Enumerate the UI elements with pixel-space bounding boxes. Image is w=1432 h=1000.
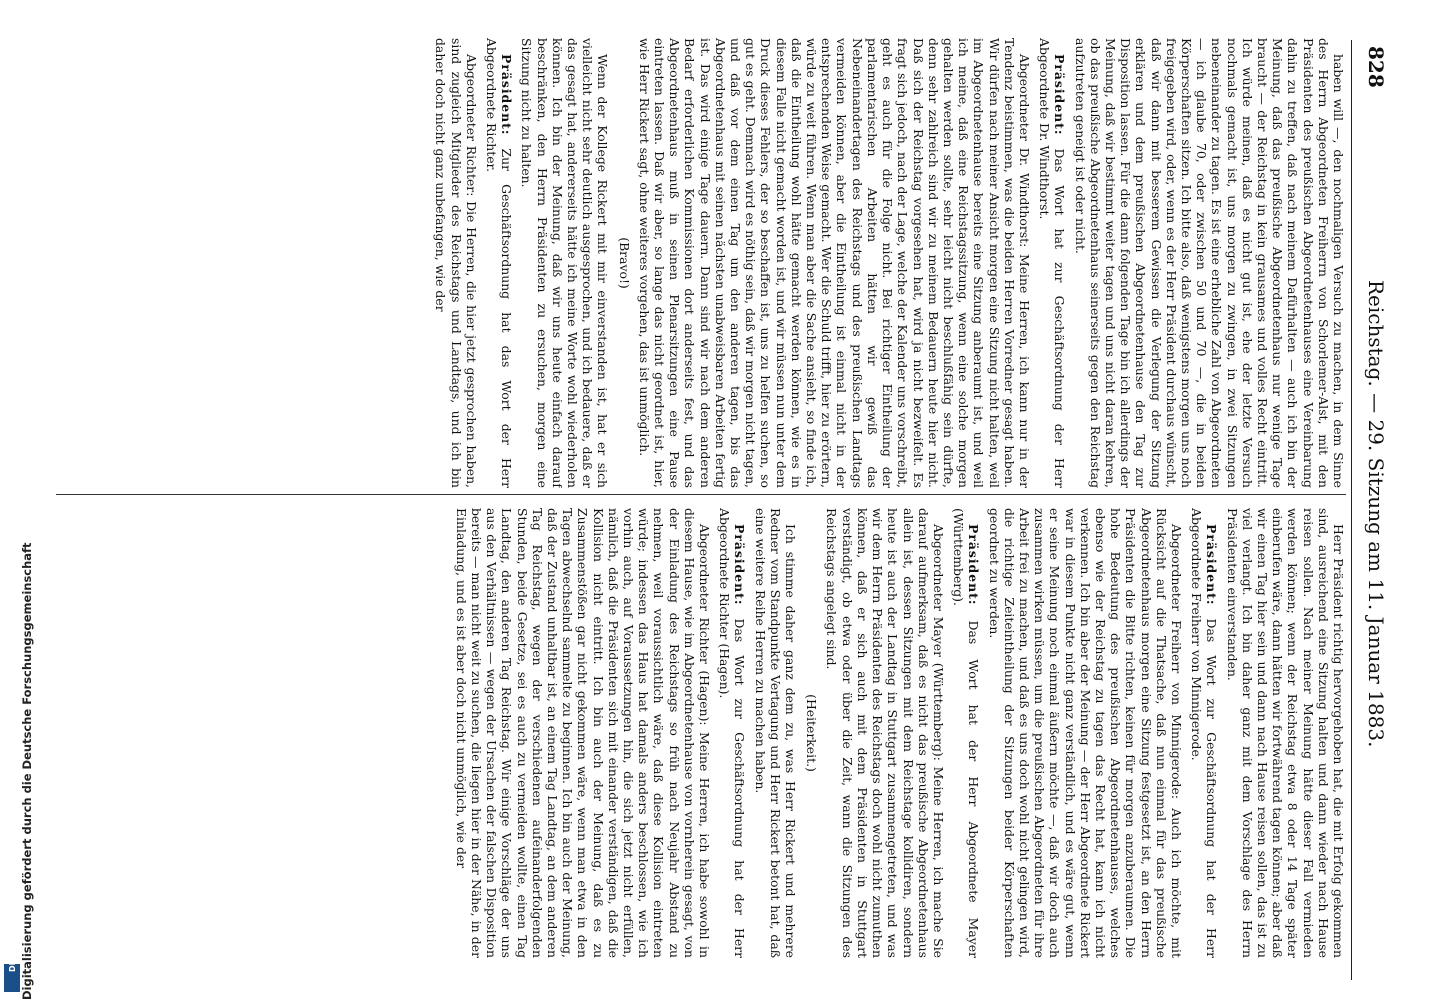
paragraph-text: haben will —, den nochmaligen Versuch zu machen, in dem Sinne des Herrn Abgeordneten Freiherrn von Schorlemer-Alst, mit den Präsidenten des preußischen Abgeordnetenhauses eine Vereinbarung dahin zu treffen, daß nach meinem Dafürhalten — auch ich bin der Meinung, daß das preußische Abgeordnetenhaus nur wenige Tage braucht — der Reichstag in kein grausames und volles Recht eintritt. Ich würde meinen, daß es nicht gut ist, ehe der letzte Versuch nochmals gemacht ist, uns morgen zu zwingen, in zwei Sitzungen nebeneinander zu tagen. Es ist eine erhebliche Zahl von Abgeordneten — ich glaube 70, oder zwischen 50 und 70 —, die in beiden Körperschaften sitzen. Ich bitte also, daß wenigstens morgen uns noch freigegeben wird, oder, wenn es der Herr Präsident durchaus wünscht, daß wir dann mit besserem Gewissen die Verlegung der Sitzung erklären und dem preußischen Abgeordnetenhause den Tag zur Disposition lassen. Für die dann folgenden Tage bin ich allerdings der Meinung, daß wir bestimmt weiter tagen und uns nicht daran kehren, ob das preußische Abgeordnetenhaus seinerseits gegen den Reichstag aufzutreten geneigt ist oder nicht.: [1072, 38, 1346, 488]
paragraph: [433, 38, 479, 488]
dfg-logo-text: DFG: [8, 953, 17, 972]
speaker-label: Präsident:: [966, 524, 982, 606]
paragraph-text: Das Wort hat der Herr Abgeordnete Mayer (Württemberg).: [951, 508, 982, 958]
paragraph-text: Herr Präsident richtig hervorgehoben hat, die mit Erfolg gekommen sind, ausreichend eine Sitzung halten und dann wieder nach Hause reisen sollen. Nach meiner Meinung hätte dieser Fall vermieden werden können; wenn der Reichstag etwa 8 oder 14 Tage später einberufen wäre, dann hätten wir fortwährend tagen können; aber daß wir einen Tag hier sein und dann nach Hause reisen sollen, das ist zu viel verlangt. Ich bin daher ganz mit dem Vorschlage des Herrn Präsidenten einverstanden.: [1224, 508, 1346, 958]
page-header: [1351, 40, 1392, 980]
running-title: Reichstag. — 29. Sitzung am 11. Januar 1883.: [1364, 280, 1388, 748]
right-column: [46, 508, 1346, 958]
paragraph-text: Abgeordneter Dr. Windthorst: Meine Herren, ich kann nur in der Tendenz beistimmen, was die beiden Herren Vorredner gesagt haben. Wir dürfen nach meiner Ansicht morgen eine Sitzung nicht halten, weil im Abgeordnetenhause bereits eine Sitzung anberaumt ist, und weil ich meine, daß eine Reichstagssitzung, wenn eine solche morgen gehalten werden sollte, sehr leicht nicht beschlußfähig sein dürfte, denn sehr zahlreich sind wir zu meinem Bedauern heute hier nicht. Daß sich der Reichstag vorgesehen hat, wird ja nicht bezweifelt. Es fragt sich jedoch, nach der Lage, welche der Kalender uns vorschreibt, geht es auch für die Folge nicht. Bei richtiger Eintheilung der parlamentarischen Arbeiten hätten wir gewiß das Nebeneinandertagen des Reichstags und des preußischen Landtags vermeiden können, aber die Eintheilung ist einmal nicht in der entsprechenden Weise gemacht. Wer die Schuld trifft, hier zu erörtern, würde zu weit führen. Wenn man aber die Sache ansieht, so finde ich, daß die Eintheilung wohl hätte gemacht werden können, wie es in diesem Falle nicht gemacht worden ist, und wir müssen nun unter dem Druck dieses Fehlers, der so beschaffen ist, uns zu helfen suchen, so gut es geht. Demnach wird es nöthig sein, daß wir morgen nicht tagen, und daß vor dem einen Tag um den anderen tagen, bis das Abgeordnetenhaus mit seinen nächsten unabweisbaren Arbeiten fertig ist. Das wird einige Tage dauern. Dann sind wir nach dem anderen Bedarf erforderlichen Kommissionen dort anderseits fest, und das Abgeordnetenhaus muß in seinen Plenarsitzungen eine Pause eintreten lassen. Daß wir aber, so lange das nicht geordnet ist, hier, wie Herr Rickert sagt, ohne weiteres vorgehen, das ist unmöglich.: [636, 38, 1032, 488]
left-column: [46, 38, 1346, 488]
page-number: 828: [1364, 46, 1388, 88]
speaker-label: Präsident:: [732, 524, 748, 606]
paragraph: [1224, 508, 1346, 958]
column-divider: [56, 494, 1346, 495]
paragraph-text: Wenn der Kollege Rickert mit mir einverstanden ist, hat er sich vielleicht nicht sehr deutlich ausgesprochen, und ich bedauere, daß er das gesagt hat, andererseits hätte ich meine Worte wohl wiederholen können. Ich bin der Meinung, daß wir uns heute einfach darauf beschränken, den Herrn Präsidenten zu ersuchen, morgen eine Sitzung nicht zu halten.: [519, 38, 611, 488]
paragraph-text: Das Wort zur Geschäftsordnung hat der Herr Abgeordnete Richter (Hagen).: [717, 508, 748, 958]
paragraph: [1072, 38, 1346, 488]
paragraph: [519, 38, 610, 488]
paragraph: [1037, 38, 1067, 488]
interjection: (Bravo!): [616, 237, 632, 289]
paragraph-text: Das Wort zur Geschäftsordnung hat der Herr Abgeordnete Freiherr von Minnigerode.: [1189, 508, 1220, 958]
paragraph: [824, 508, 946, 958]
paragraph-text: Ich stimme daher ganz dem zu, was Herr Rickert und mehrere Redner vom Standpunkte Vertagung und Herr Rickert betont hat, daß eine weitere Reihe Herren zu machen haben.: [752, 508, 799, 958]
paragraph: [484, 38, 514, 488]
paragraph: [637, 38, 1032, 488]
paragraph-text: Abgeordneter Mayer (Württemberg): Meine Herren, ich mache Sie darauf aufmerksam, daß es nicht das preußische Abgeordnetenhaus allein ist, dessen Sitzungen mit dem Reichstage kollidiren, sondern heute ist auch der Landtag in Stuttgart zusammengetreten, und was wir dem Herrn Präsidenten des Reichstags doch wohl nicht zumuthen können, daß er sich auch mit dem Präsidenten in Stuttgart verständigt, ob etwa oder über die Zeit, wann die Sitzungen des Reichstags angelegt sind.: [824, 508, 946, 958]
paragraph: [986, 508, 1184, 958]
paragraph-text: Das Wort hat zur Geschäftsordnung der Herr Abgeordnete Dr. Windthorst.: [1037, 38, 1068, 488]
paragraph-text: Abgeordneter Richter: Die Herren, die hier jetzt gesprochen haben, sind zugleich Mitglieder des Reichstags und Landtags, und ich bin daher doch nicht ganz unbefangen, wie der: [433, 38, 479, 488]
paragraph-text: Abgeordneter Richter (Hagen): Meine Herren, ich habe sowohl in diesem Hause, wie im Abgeordnetenhause von vornherein gesagt, von der Einladung des Reichstags so früh nach Neujahr Abstand zu nehmen, weil voraussichtlich wäre, daß diese Kollision eintreten würde; indessen das Haus hat damals anders beschlossen, wie ich vorhin auch, auf Voraussetzungen hin, die sich jetzt nicht erfüllen, nämlich, daß die Präsidenten sich mit einander verständigen, daß die Kollision nicht eintritt. Ich bin auch der Meinung, daß es zu Zusammenstößen gar nicht gekommen wäre, wenn man etwa in den Tagen abwechselnd sammelte zu beginnen. Ich bin auch der Meinung, daß der Zustand unhaltbar ist, an einem Tag Landtag, an dem anderen Tag Reichstag, wegen der verschiedenen aufeinanderfolgenden Stunden, beide Gesetze, sei es auch zu vermeiden wollte, einen Tag Landtag, den anderen Tag Reichstag. Wir einige Vorschläge der uns aus den Verhältnissen — wegen der Ursachen der falschen Disposition bereits — man nicht weit zu suchen, die liegen hier in der Nähe, in der Einladung, und es ist aber doch nicht unmöglich, wie der: [453, 508, 713, 958]
paragraph: [951, 508, 981, 958]
speaker-label: Präsident:: [499, 54, 515, 136]
paragraph-text: Abgeordneter Freiherr von Minnigerode: Auch ich möchte, mit Rücksicht auf die Thatsache, daß nun einmal für das preußische Abgeordnetenhaus morgen eine Sitzung festgesetzt ist, an den Herrn Präsidenten die Bitte richten, keinen für morgen anzuberaumen. Die hohe Bedeutung des preußischen Abgeordnetenhauses, welches ebenso wie der Reichstag zu tagen das Recht hat, kann ich nicht verkennen. Ich bin aber der Meinung — der Herr Abgeordnete Rickert war in diesem Punkte nicht ganz verständlich, und es wäre gut, wenn er seine Meinung noch einmal äußern möchte —, daß wir doch auch zusammen wirken müssen, um die preußischen Abgeordneten für ihre Arbeit frei zu machen, und daß es uns doch wohl nicht gelingen wird, die richtige Zeiteintheilung der Sitzungen beider Körperschaften geordnet zu werden.: [986, 508, 1184, 958]
paragraph: [1189, 508, 1219, 958]
paragraph: [454, 508, 712, 958]
speaker-label: Präsident:: [1204, 524, 1220, 606]
credit-text: Digitalisierung gefördert durch die Deutsche Forschungsgemeinschaft: [20, 542, 34, 1000]
paragraph-text: Zur Geschäftsordnung hat das Wort der Herr Abgeordnete Richter.: [484, 38, 515, 488]
speaker-label: Präsident:: [1052, 54, 1068, 136]
paragraph: [752, 508, 798, 958]
interjection: (Heiterkeit.): [804, 694, 820, 772]
dfg-logo: [4, 953, 20, 992]
paragraph: [717, 508, 747, 958]
